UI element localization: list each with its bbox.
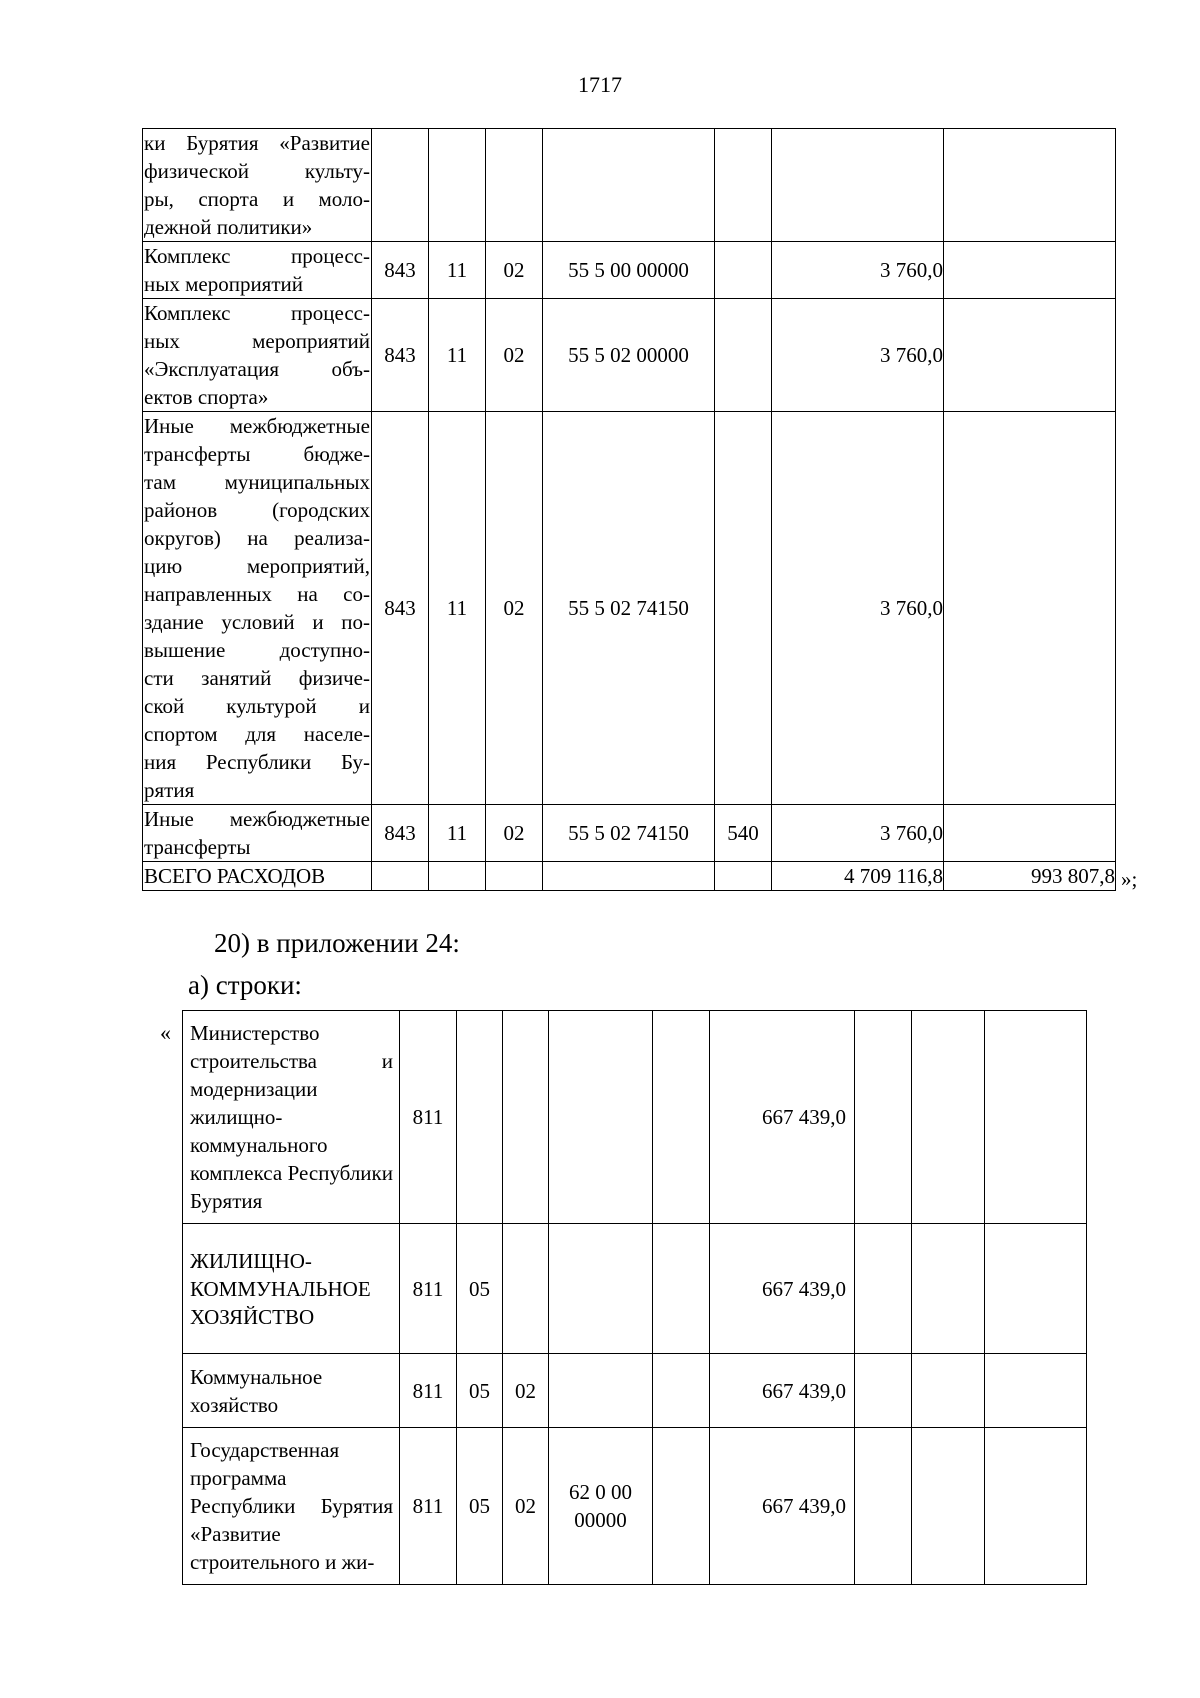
table-row	[183, 1428, 1087, 1585]
cell-expense-type	[653, 1428, 710, 1585]
cell-extra-1	[855, 1428, 912, 1585]
cell-amount: 3 760,0	[772, 242, 944, 299]
cell-amount-2	[944, 129, 1116, 242]
cell-subsection: 02	[503, 1428, 549, 1585]
cell-expense-type	[715, 129, 772, 242]
description-line: физической культу-	[144, 159, 370, 183]
cell-admin-code: 811	[400, 1224, 457, 1354]
description-line: здание условий и по-	[144, 610, 370, 634]
cell-admin-code: 843	[372, 242, 429, 299]
cell-admin-code: 811	[400, 1354, 457, 1428]
row-description: Коммунальное хозяйство	[183, 1354, 400, 1428]
cell-expense-type	[715, 242, 772, 299]
table-row	[143, 129, 1116, 242]
description-line: ры, спорта и моло-	[144, 187, 370, 211]
cell-subsection: 02	[503, 1354, 549, 1428]
cell-subsection: 02	[486, 299, 543, 412]
subsection-heading: а) строки:	[188, 970, 302, 1000]
cell-extra-2	[912, 1354, 985, 1428]
cell-target-article	[549, 1224, 653, 1354]
cell-admin-code: 811	[400, 1428, 457, 1585]
description-line: ВСЕГО РАСХОДОВ	[144, 864, 326, 888]
cell-extra-1	[855, 1354, 912, 1428]
table-row	[183, 1011, 1087, 1224]
cell-amount-2	[944, 412, 1116, 805]
section-heading: 20) в приложении 24:	[214, 928, 460, 958]
cell-section: 05	[457, 1428, 503, 1585]
cell-target-article: 62 0 00 00000	[549, 1428, 653, 1585]
row-description	[143, 862, 372, 891]
table-row	[143, 242, 1116, 299]
cell-amount	[772, 129, 944, 242]
cell-extra-3	[985, 1354, 1087, 1428]
cell-subsection	[486, 129, 543, 242]
description-line: там муниципальных	[144, 470, 370, 494]
cell-amount: 3 760,0	[772, 805, 944, 862]
cell-target-article: 55 5 02 00000	[543, 299, 715, 412]
cell-amount: 3 760,0	[772, 299, 944, 412]
cell-subsection	[503, 1224, 549, 1354]
cell-target-article	[549, 1011, 653, 1224]
cell-admin-code: 811	[400, 1011, 457, 1224]
row-description: ЖИЛИЩНО-КОММУНАЛЬНОЕ ХОЗЯЙСТВО	[183, 1224, 400, 1354]
row-description: Государственная программа Республики Бурятия «Развитие строительного и жи-	[183, 1428, 400, 1585]
cell-section: 11	[429, 299, 486, 412]
description-line: сти занятий физиче-	[144, 666, 370, 690]
cell-admin-code	[372, 862, 429, 891]
cell-expense-type	[715, 412, 772, 805]
description-line: Иные межбюджетные	[144, 414, 370, 438]
description-line: спортом для населе-	[144, 722, 370, 746]
page-number: 1717	[578, 72, 622, 97]
row-description	[143, 805, 372, 862]
cell-expense-type	[653, 1011, 710, 1224]
description-line: ных мероприятий	[144, 329, 370, 353]
cell-extra-3	[985, 1011, 1087, 1224]
cell-amount-2	[944, 805, 1116, 862]
description-line: цию мероприятий,	[144, 554, 370, 578]
cell-expense-type: 540	[715, 805, 772, 862]
table-row	[143, 299, 1116, 412]
cell-subsection: 02	[486, 242, 543, 299]
row-description	[143, 412, 372, 805]
closing-quote-mark: »;	[1121, 867, 1138, 891]
cell-amount: 3 760,0	[772, 412, 944, 805]
cell-amount-2: 993 807,8	[944, 862, 1116, 891]
cell-extra-2	[912, 1011, 985, 1224]
cell-subsection	[503, 1011, 549, 1224]
description-line: направленных на со-	[144, 582, 370, 606]
cell-section: 11	[429, 412, 486, 805]
cell-expense-type	[653, 1354, 710, 1428]
cell-section: 05	[457, 1354, 503, 1428]
cell-admin-code: 843	[372, 805, 429, 862]
table-row	[143, 862, 1116, 891]
table-row	[143, 412, 1116, 805]
cell-extra-1	[855, 1224, 912, 1354]
row-description	[143, 299, 372, 412]
description-line: Комплекс процесс-	[144, 301, 370, 325]
description-line: рятия	[144, 778, 195, 802]
opening-quote-mark: «	[160, 1020, 171, 1045]
description-line: ской культурой и	[144, 694, 370, 718]
cell-target-article	[543, 862, 715, 891]
cell-amount-2	[944, 242, 1116, 299]
cell-section: 11	[429, 805, 486, 862]
cell-section	[457, 1011, 503, 1224]
cell-expense-type	[715, 862, 772, 891]
cell-target-article: 55 5 00 00000	[543, 242, 715, 299]
description-line: вышение доступно-	[144, 638, 370, 662]
row-description	[143, 129, 372, 242]
cell-extra-2	[912, 1428, 985, 1585]
cell-admin-code: 843	[372, 412, 429, 805]
cell-subsection: 02	[486, 412, 543, 805]
description-line: округов) на реализа-	[144, 526, 370, 550]
cell-expense-type	[715, 299, 772, 412]
cell-target-article	[549, 1354, 653, 1428]
description-line: дежной политики»	[144, 215, 313, 239]
cell-expense-type	[653, 1224, 710, 1354]
description-line: Иные межбюджетные	[144, 807, 370, 831]
budget-table-continuation	[142, 128, 1116, 891]
cell-section: 05	[457, 1224, 503, 1354]
cell-subsection	[486, 862, 543, 891]
description-line: Комплекс процесс-	[144, 244, 370, 268]
table-row	[143, 805, 1116, 862]
cell-admin-code	[372, 129, 429, 242]
cell-extra-3	[985, 1428, 1087, 1585]
row-description	[143, 242, 372, 299]
description-line: трансферты бюдже-	[144, 442, 370, 466]
cell-amount: 4 709 116,8	[772, 862, 944, 891]
cell-admin-code: 843	[372, 299, 429, 412]
cell-amount: 667 439,0	[710, 1011, 855, 1224]
cell-amount: 667 439,0	[710, 1428, 855, 1585]
description-line: ных мероприятий	[144, 272, 303, 296]
cell-extra-3	[985, 1224, 1087, 1354]
cell-target-article: 55 5 02 74150	[543, 412, 715, 805]
table-row	[183, 1354, 1087, 1428]
cell-target-article: 55 5 02 74150	[543, 805, 715, 862]
cell-extra-1	[855, 1011, 912, 1224]
row-description: Министерство строительства и модернизации жилищно-коммунального комплекса Республики Бурятия	[183, 1011, 400, 1224]
description-line: трансферты	[144, 835, 251, 859]
appendix-24-table	[182, 1010, 1087, 1585]
cell-section: 11	[429, 242, 486, 299]
cell-subsection: 02	[486, 805, 543, 862]
cell-amount: 667 439,0	[710, 1354, 855, 1428]
description-line: «Эксплуатация объ-	[144, 357, 370, 381]
table-row	[183, 1224, 1087, 1354]
description-line: ектов спорта»	[144, 385, 269, 409]
cell-target-article	[543, 129, 715, 242]
cell-section	[429, 129, 486, 242]
description-line: районов (городских	[144, 498, 370, 522]
cell-section	[429, 862, 486, 891]
cell-extra-2	[912, 1224, 985, 1354]
description-line: ки Бурятия «Развитие	[144, 131, 370, 155]
description-line: ния Республики Бу-	[144, 750, 370, 774]
cell-amount-2	[944, 299, 1116, 412]
cell-amount: 667 439,0	[710, 1224, 855, 1354]
